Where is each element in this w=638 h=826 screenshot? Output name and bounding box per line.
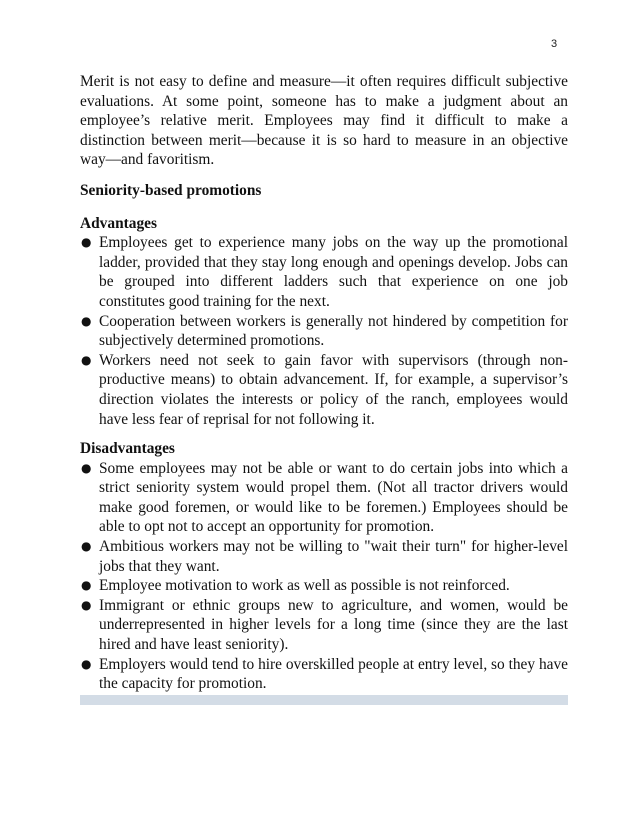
advantages-heading: Advantages [80,214,157,232]
list-item [80,596,568,655]
intro-paragraph: Merit is not easy to define and measure—it often requires difficult subjective evaluations. At some point, someone has to make a judgment about an employee’s relative merit. Employees may find it difficult to make a distinction between merit—because it is so hard to measure in an objective way—and favoritism. [80,73,568,169]
bullet-icon: ● [81,597,92,612]
list-item-text: Employee motivation to work as well as possible is not reinforced. [99,577,510,595]
list-item [80,459,568,537]
list-item [80,351,568,429]
list-item-text: Immigrant or ethnic groups new to agriculture, and women, would be underrepresented in higher levels for a long time (since they are the last hired and have least seniority). [99,596,568,654]
advantages-list [80,233,568,429]
page-number: 3 [551,38,558,50]
bullet-icon: ● [81,578,92,593]
list-item [80,537,568,576]
list-item-text: Employers would tend to hire overskilled people at entry level, so they have the capacity for promotion. [99,655,568,693]
footer-divider-bar [80,695,568,705]
bullet-icon: ● [81,352,92,367]
bullet-icon: ● [81,313,92,328]
bullet-icon: ● [81,235,92,250]
bullet-icon: ● [81,539,92,554]
bullet-icon: ● [81,656,92,671]
list-item-text: Workers need not seek to gain favor with supervisors (through non-productive means) to obtain advancement. If, for example, a supervisor’s direction violates the interests or policy of the ranch, employees would have less fear of reprisal for not following it. [99,351,568,428]
section-heading: Seniority-based promotions [80,181,262,199]
list-item [80,655,568,694]
disadvantages-list [80,459,568,694]
list-item-text: Some employees may not be able or want to do certain jobs into which a strict seniority system would propel them. (Not all tractor drivers would make good foremen, or would like to be foremen.) Employees should be able to opt not to accept an opportunity for promotion. [99,459,568,536]
list-item [80,312,568,351]
list-item-text: Ambitious workers may not be willing to "wait their turn" for higher-level jobs that they want. [99,538,568,575]
list-item [80,233,568,311]
bullet-icon: ● [81,460,92,475]
page-content [80,72,568,694]
disadvantages-heading: Disadvantages [80,440,175,458]
list-item [80,576,568,596]
list-item-text: Cooperation between workers is generally not hindered by competition for subjectively determined promotions. [99,312,568,350]
list-item-text: Employees get to experience many jobs on the way up the promotional ladder, provided that they stay long enough and openings develop. Jobs can be grouped into different ladders such that experience on one job constitutes good training for the next. [99,234,568,310]
